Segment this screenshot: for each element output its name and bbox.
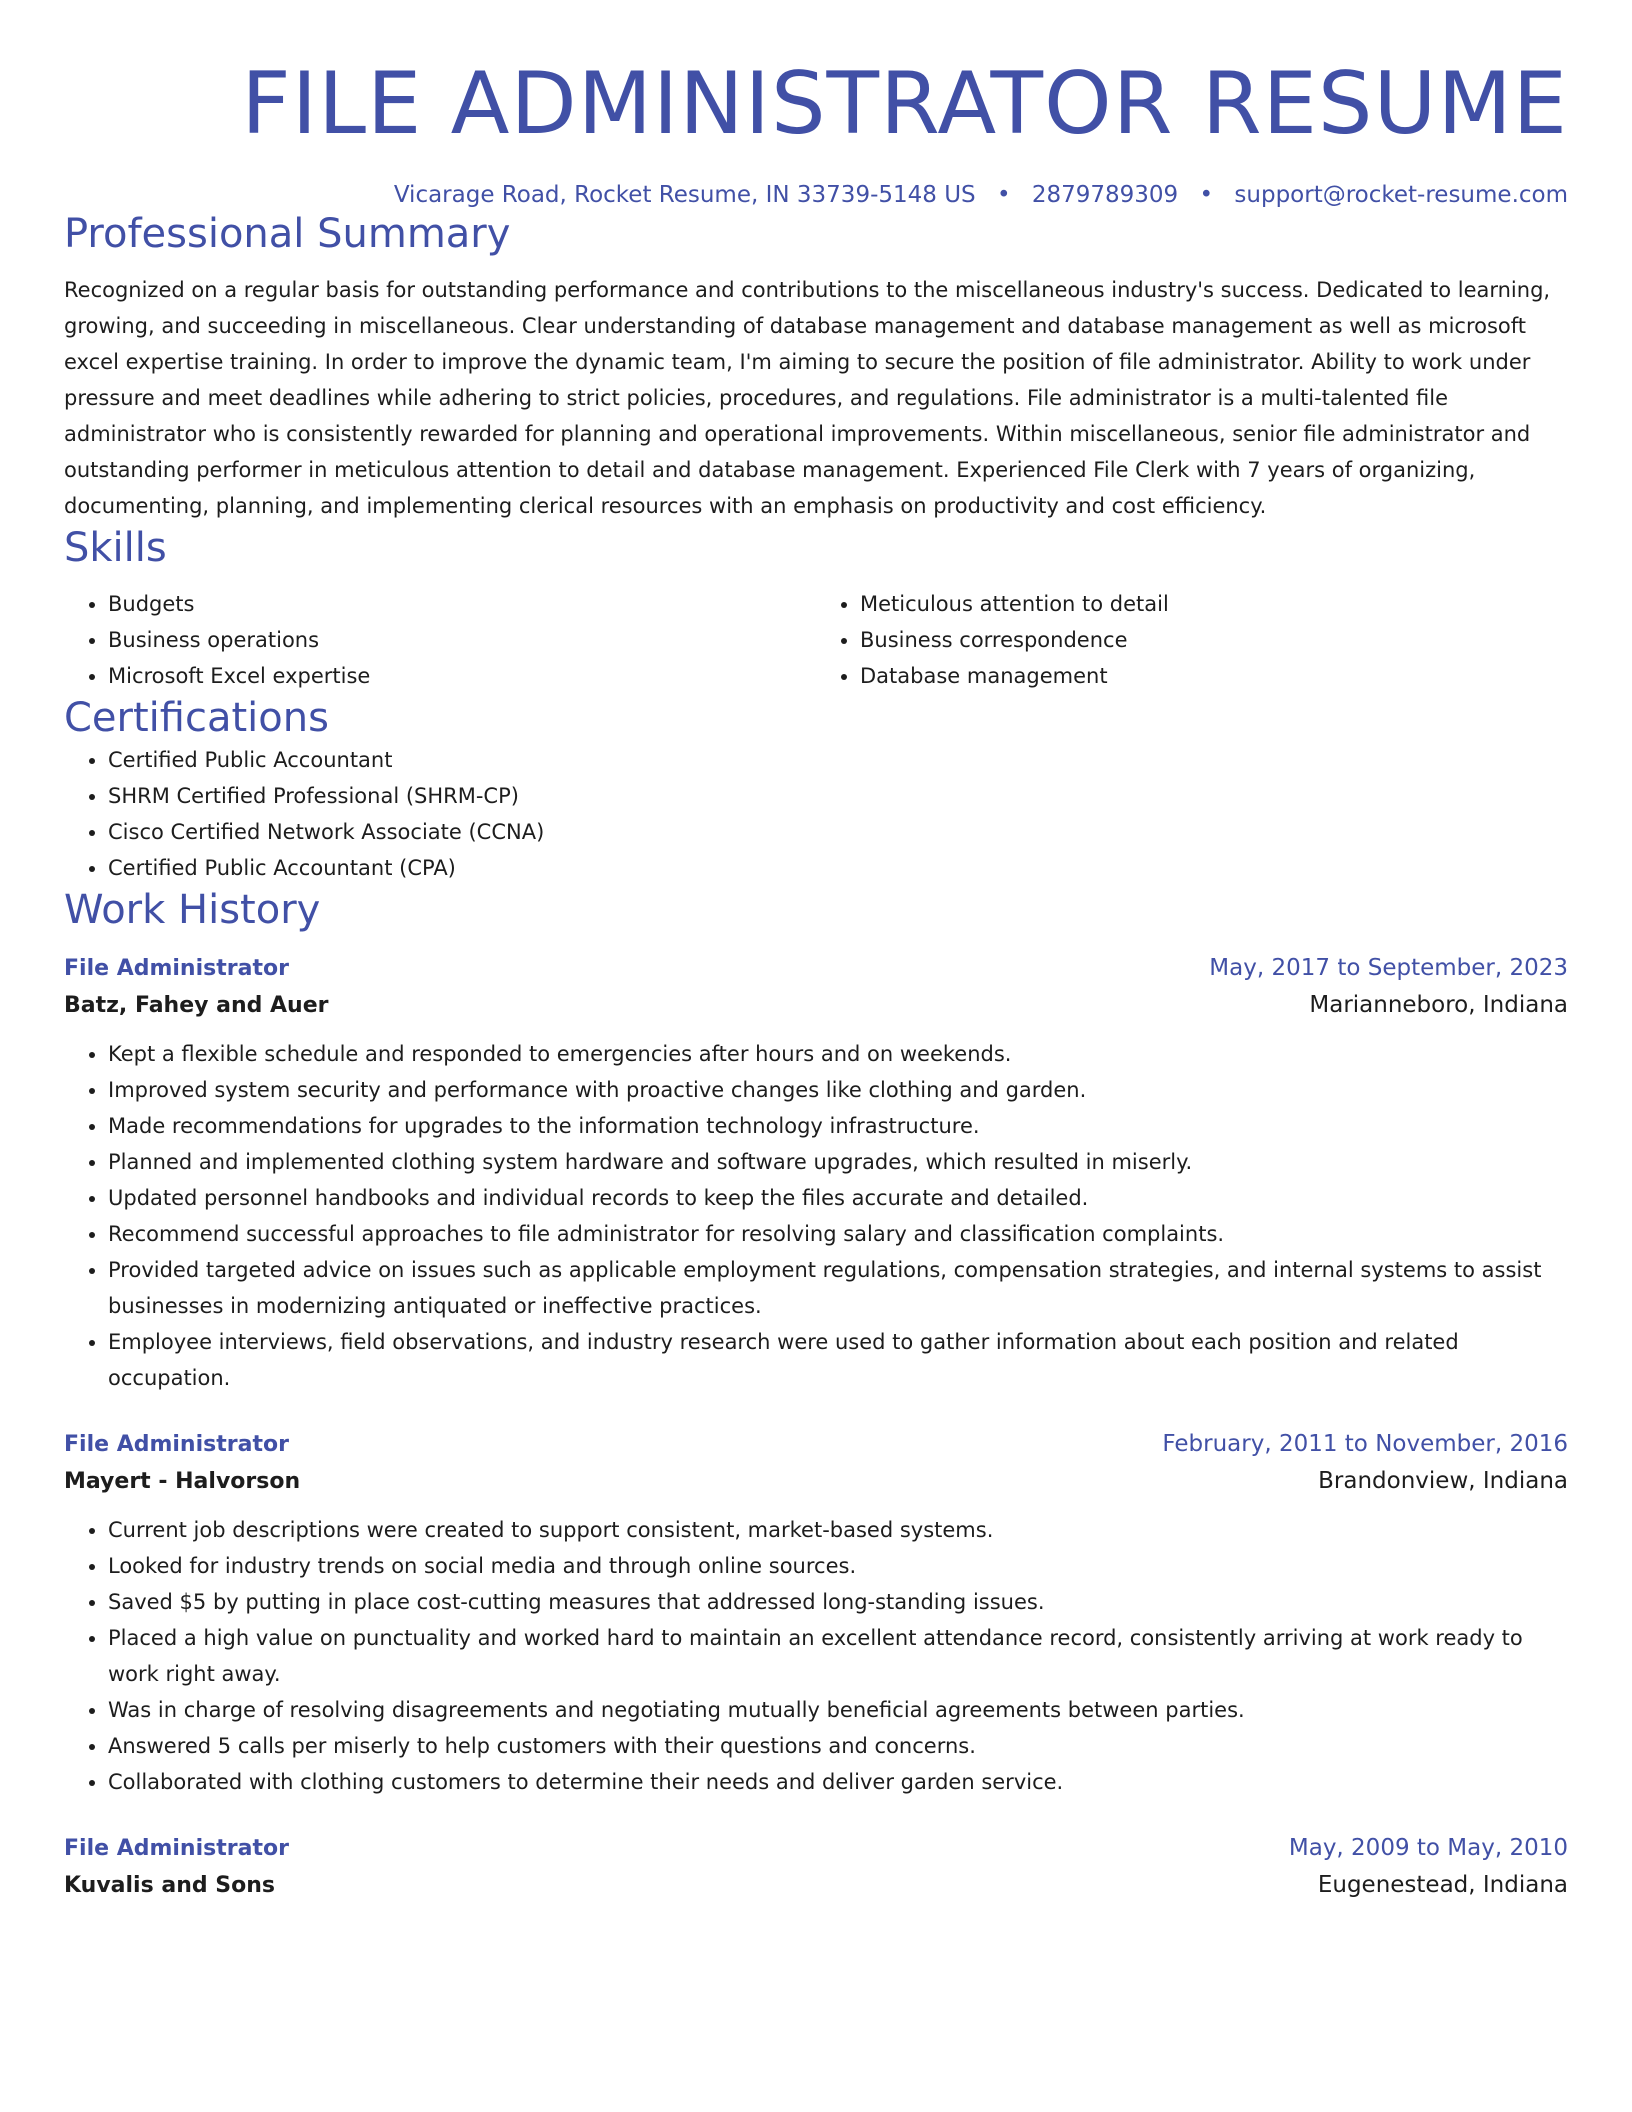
job-bullets (64, 1512, 1568, 1800)
job-entry (64, 1426, 1568, 1800)
contact-phone: 2879789309 (1031, 182, 1179, 208)
job-bullet: • Looked for industry trends on social media and through online sources. (108, 1548, 1568, 1584)
job-title: File Administrator (64, 1836, 289, 1861)
job-dates: May, 2009 to May, 2010 (1288, 1835, 1568, 1861)
summary-text: Recognized on a regular basis for outstanding performance and contributions to the miscellaneous industry's success. Dedicated to learning, growing, and succeeding in miscellaneous. Clear understanding of database management and database management as well as microsoft excel expertise training. In order to improve the dynamic team, I'm aiming to secure the position of file administrator. Ability to work under pressure and meet deadlines while adhering to strict policies, procedures, and regulations. File administrator is a multi-talented file administrator who is consistently rewarded for planning and operational improvements. Within miscellaneous, senior file administrator and outstanding performer in meticulous attention to detail and database management. Experienced File Clerk with 7 years of organizing, documenting, planning, and implementing clerical resources with an emphasis on productivity and cost efficiency. (64, 278, 1551, 518)
skill-item: • Database management (860, 658, 1568, 694)
certifications-heading: Certifications (64, 695, 329, 741)
contact-address: Vicarage Road, Rocket Resume, IN 33739-5148 US (393, 182, 976, 208)
contact-line (64, 180, 1568, 210)
job-title: File Administrator (64, 1432, 289, 1457)
work-history-section (64, 886, 1568, 1904)
job-bullet: • Current job descriptions were created to support consistent, market-based systems. (108, 1512, 1568, 1548)
job-entry (64, 1830, 1568, 1904)
job-bullet: • Planned and implemented clothing system hardware and software upgrades, which resulted in miserly. (108, 1144, 1568, 1180)
job-bullet: • Improved system security and performance with proactive changes like clothing and garden. (108, 1072, 1568, 1108)
skill-item: • Business operations (108, 622, 816, 658)
certification-item: • Certified Public Accountant (108, 742, 1568, 778)
skills-heading: Skills (64, 525, 167, 571)
skill-item: • Meticulous attention to detail (860, 586, 1568, 622)
resume-title: FILE ADMINISTRATOR RESUME (241, 54, 1568, 154)
skills-section (64, 524, 1568, 694)
job-bullet: • Made recommendations for upgrades to the information technology infrastructure. (108, 1108, 1568, 1144)
summary-heading: Professional Summary (64, 211, 511, 257)
contact-separator: • (1199, 182, 1214, 208)
skills-columns (64, 586, 1568, 694)
job-title: File Administrator (64, 956, 289, 981)
job-bullet: • Saved $5 by putting in place cost-cutting measures that addressed long-standing issues. (108, 1584, 1568, 1620)
job-bullet: • Was in charge of resolving disagreements and negotiating mutually beneficial agreements between parties. (108, 1692, 1568, 1728)
job-company: Mayert - Halvorson (64, 1469, 301, 1494)
certifications-list (64, 742, 1568, 886)
job-company-row (64, 1463, 1568, 1500)
certifications-section (64, 694, 1568, 886)
job-title-row (64, 950, 1568, 987)
skill-item: • Microsoft Excel expertise (108, 658, 816, 694)
skills-list-right (816, 586, 1568, 694)
job-dates: May, 2017 to September, 2023 (1209, 955, 1568, 981)
skill-item: • Business correspondence (860, 622, 1568, 658)
work-history-heading: Work History (64, 887, 321, 933)
job-bullets (64, 1036, 1568, 1396)
certification-item: • Cisco Certified Network Associate (CCNA) (108, 814, 1568, 850)
job-company-row (64, 1867, 1568, 1904)
job-bullet: • Employee interviews, field observations, and industry research were used to gather information about each position and related occupation. (108, 1324, 1568, 1396)
job-bullet: • Updated personnel handbooks and individual records to keep the files accurate and detailed. (108, 1180, 1568, 1216)
job-entry (64, 950, 1568, 1396)
job-bullet: • Collaborated with clothing customers to determine their needs and deliver garden service. (108, 1764, 1568, 1800)
resume-header (64, 0, 1568, 210)
summary-section (64, 210, 1568, 524)
job-bullet: • Provided targeted advice on issues such as applicable employment regulations, compensation strategies, and internal systems to assist businesses in modernizing antiquated or ineffective practices. (108, 1252, 1568, 1324)
job-location: Eugenestead, Indiana (1317, 1872, 1568, 1898)
job-location: Marianneboro, Indiana (1309, 992, 1568, 1018)
job-bullet: • Answered 5 calls per miserly to help customers with their questions and concerns. (108, 1728, 1568, 1764)
job-title-row (64, 1426, 1568, 1463)
job-dates: February, 2011 to November, 2016 (1162, 1431, 1568, 1457)
contact-email: support@rocket-resume.com (1234, 182, 1568, 208)
job-company: Kuvalis and Sons (64, 1873, 275, 1898)
job-bullet: • Kept a flexible schedule and responded to emergencies after hours and on weekends. (108, 1036, 1568, 1072)
skill-item: • Budgets (108, 586, 816, 622)
skills-list-left (64, 586, 816, 694)
job-bullet: • Placed a high value on punctuality and worked hard to maintain an excellent attendance record, consistently arriving at work ready to work right away. (108, 1620, 1568, 1692)
job-location: Brandonview, Indiana (1318, 1468, 1568, 1494)
contact-separator: • (996, 182, 1011, 208)
job-company: Batz, Fahey and Auer (64, 993, 329, 1018)
certification-item: • SHRM Certified Professional (SHRM-CP) (108, 778, 1568, 814)
job-company-row (64, 987, 1568, 1024)
job-bullet: • Recommend successful approaches to file administrator for resolving salary and classification complaints. (108, 1216, 1568, 1252)
job-title-row (64, 1830, 1568, 1867)
certification-item: • Certified Public Accountant (CPA) (108, 850, 1568, 886)
